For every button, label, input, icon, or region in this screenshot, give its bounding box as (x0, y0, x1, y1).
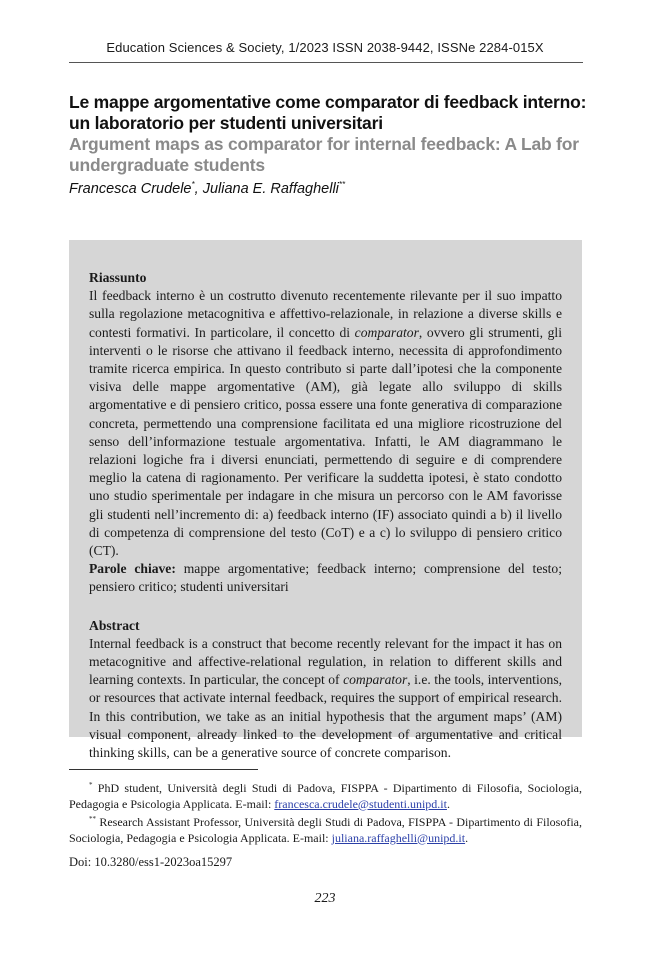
page-number: 223 (314, 891, 336, 906)
abstract-content (89, 269, 562, 762)
footnote-divider (69, 769, 258, 770)
author-footnote-mark: * (191, 180, 195, 189)
keywords-line (89, 560, 562, 596)
doi-line: Doi: 10.3280/ess1-2023oa15297 (69, 855, 233, 869)
footnotes (69, 778, 582, 846)
journal-header: Education Sciences & Society, 1/2023 ISSN 2038-9442, ISSNe 2284-015X (106, 40, 544, 55)
footnote-1: * PhD student, Università degli Studi di Padova, FISPPA - Dipartimento di Filosofia, Sociologia, Pedagogia e Psicologia Applicata. E-mail: francesca.crudele@studenti.unipd.it. (69, 781, 582, 811)
authors-line (69, 176, 589, 198)
riassunto-heading: Riassunto (89, 270, 147, 285)
title-block (69, 92, 589, 198)
email-link-crudele[interactable]: francesca.crudele@studenti.unipd.it (274, 796, 447, 811)
keywords-list: mappe argomentative; feedback interno; comprensione del testo; pensiero critico; studenti universitari (89, 561, 562, 595)
title-italian: Le mappe argomentative come comparator di feedback interno: un laboratorio per studenti universitari (69, 92, 587, 133)
riassunto-text: Il feedback interno è un costrutto divenuto recentemente rilevante per il suo impatto sulla regolazione metacognitiva e affettivo-relazionale, in relazione a diverse skills e contesti formativi. In particolare, il concetto di comparator, ovvero gli strumenti, gli interventi o le risorse che attivano il feedback interno, necessita di approfondimento tramite ricerca empirica. In questo contributo si parte dall’ipotesi che la componente visiva delle mappe argomentative (AM), già legate allo sviluppo di skills argomentative e di pensiero critico, possa essere una fonte generativa di comparazione concreta, permettendo una comprensione facilitata ed una migliore ricostruzione del senso dell’informazione testuale argomentativa. Infatti, le AM diagrammano le relazioni logiche fra i diversi enunciati, permettendo di seguire e di comprendere meglio la catena di ragionamento. Per verificare la suddetta ipotesi, è stato condotto uno studio sperimentale per indagare in che misura un percorso con le AM favorisse gli studenti nell’incremento di: a) feedback interno (IF) associato quindi a b) il livello di competenza di comprensione del testo (CoT) e a c) lo sviluppo di pensiero critico (CT). (89, 288, 562, 559)
author-footnote-mark: ** (338, 180, 346, 189)
author-separator: , (194, 180, 203, 197)
author-name: Juliana E. Raffaghelli (202, 180, 339, 197)
email-link-raffaghelli[interactable]: juliana.raffaghelli@unipd.it (331, 830, 466, 845)
abstract-heading: Abstract (89, 617, 140, 633)
author-name: Francesca Crudele (69, 180, 192, 197)
title-english: Argument maps as comparator for internal feedback: A Lab for undergraduate students (69, 134, 579, 175)
footnote-2: ** Research Assistant Professor, Università degli Studi di Padova, FISPPA - Dipartimento di Filosofia, Sociologia, Pedagogia e Psicologia Applicata. E-mail: juliana.raffaghelli@unipd.it. (69, 815, 582, 845)
header-divider (69, 62, 583, 63)
abstract-text: Internal feedback is a construct that become recently relevant for the impact it has on metacognitive and affective-relational regulation, in relation to different skills and learning contexts. In particular, the concept of comparator, i.e. the tools, interventions, or resources that activate internal feedback, requires the support of empirical research. In this contribution, we take as an initial hypothesis that the argument maps’ (AM) visual component, already linked to the development of argumentative and critical thinking skills, can be a generative source of concrete comparison. (89, 635, 563, 761)
abstract-box (69, 240, 582, 761)
keywords-label: Parole chiave: (89, 561, 176, 577)
